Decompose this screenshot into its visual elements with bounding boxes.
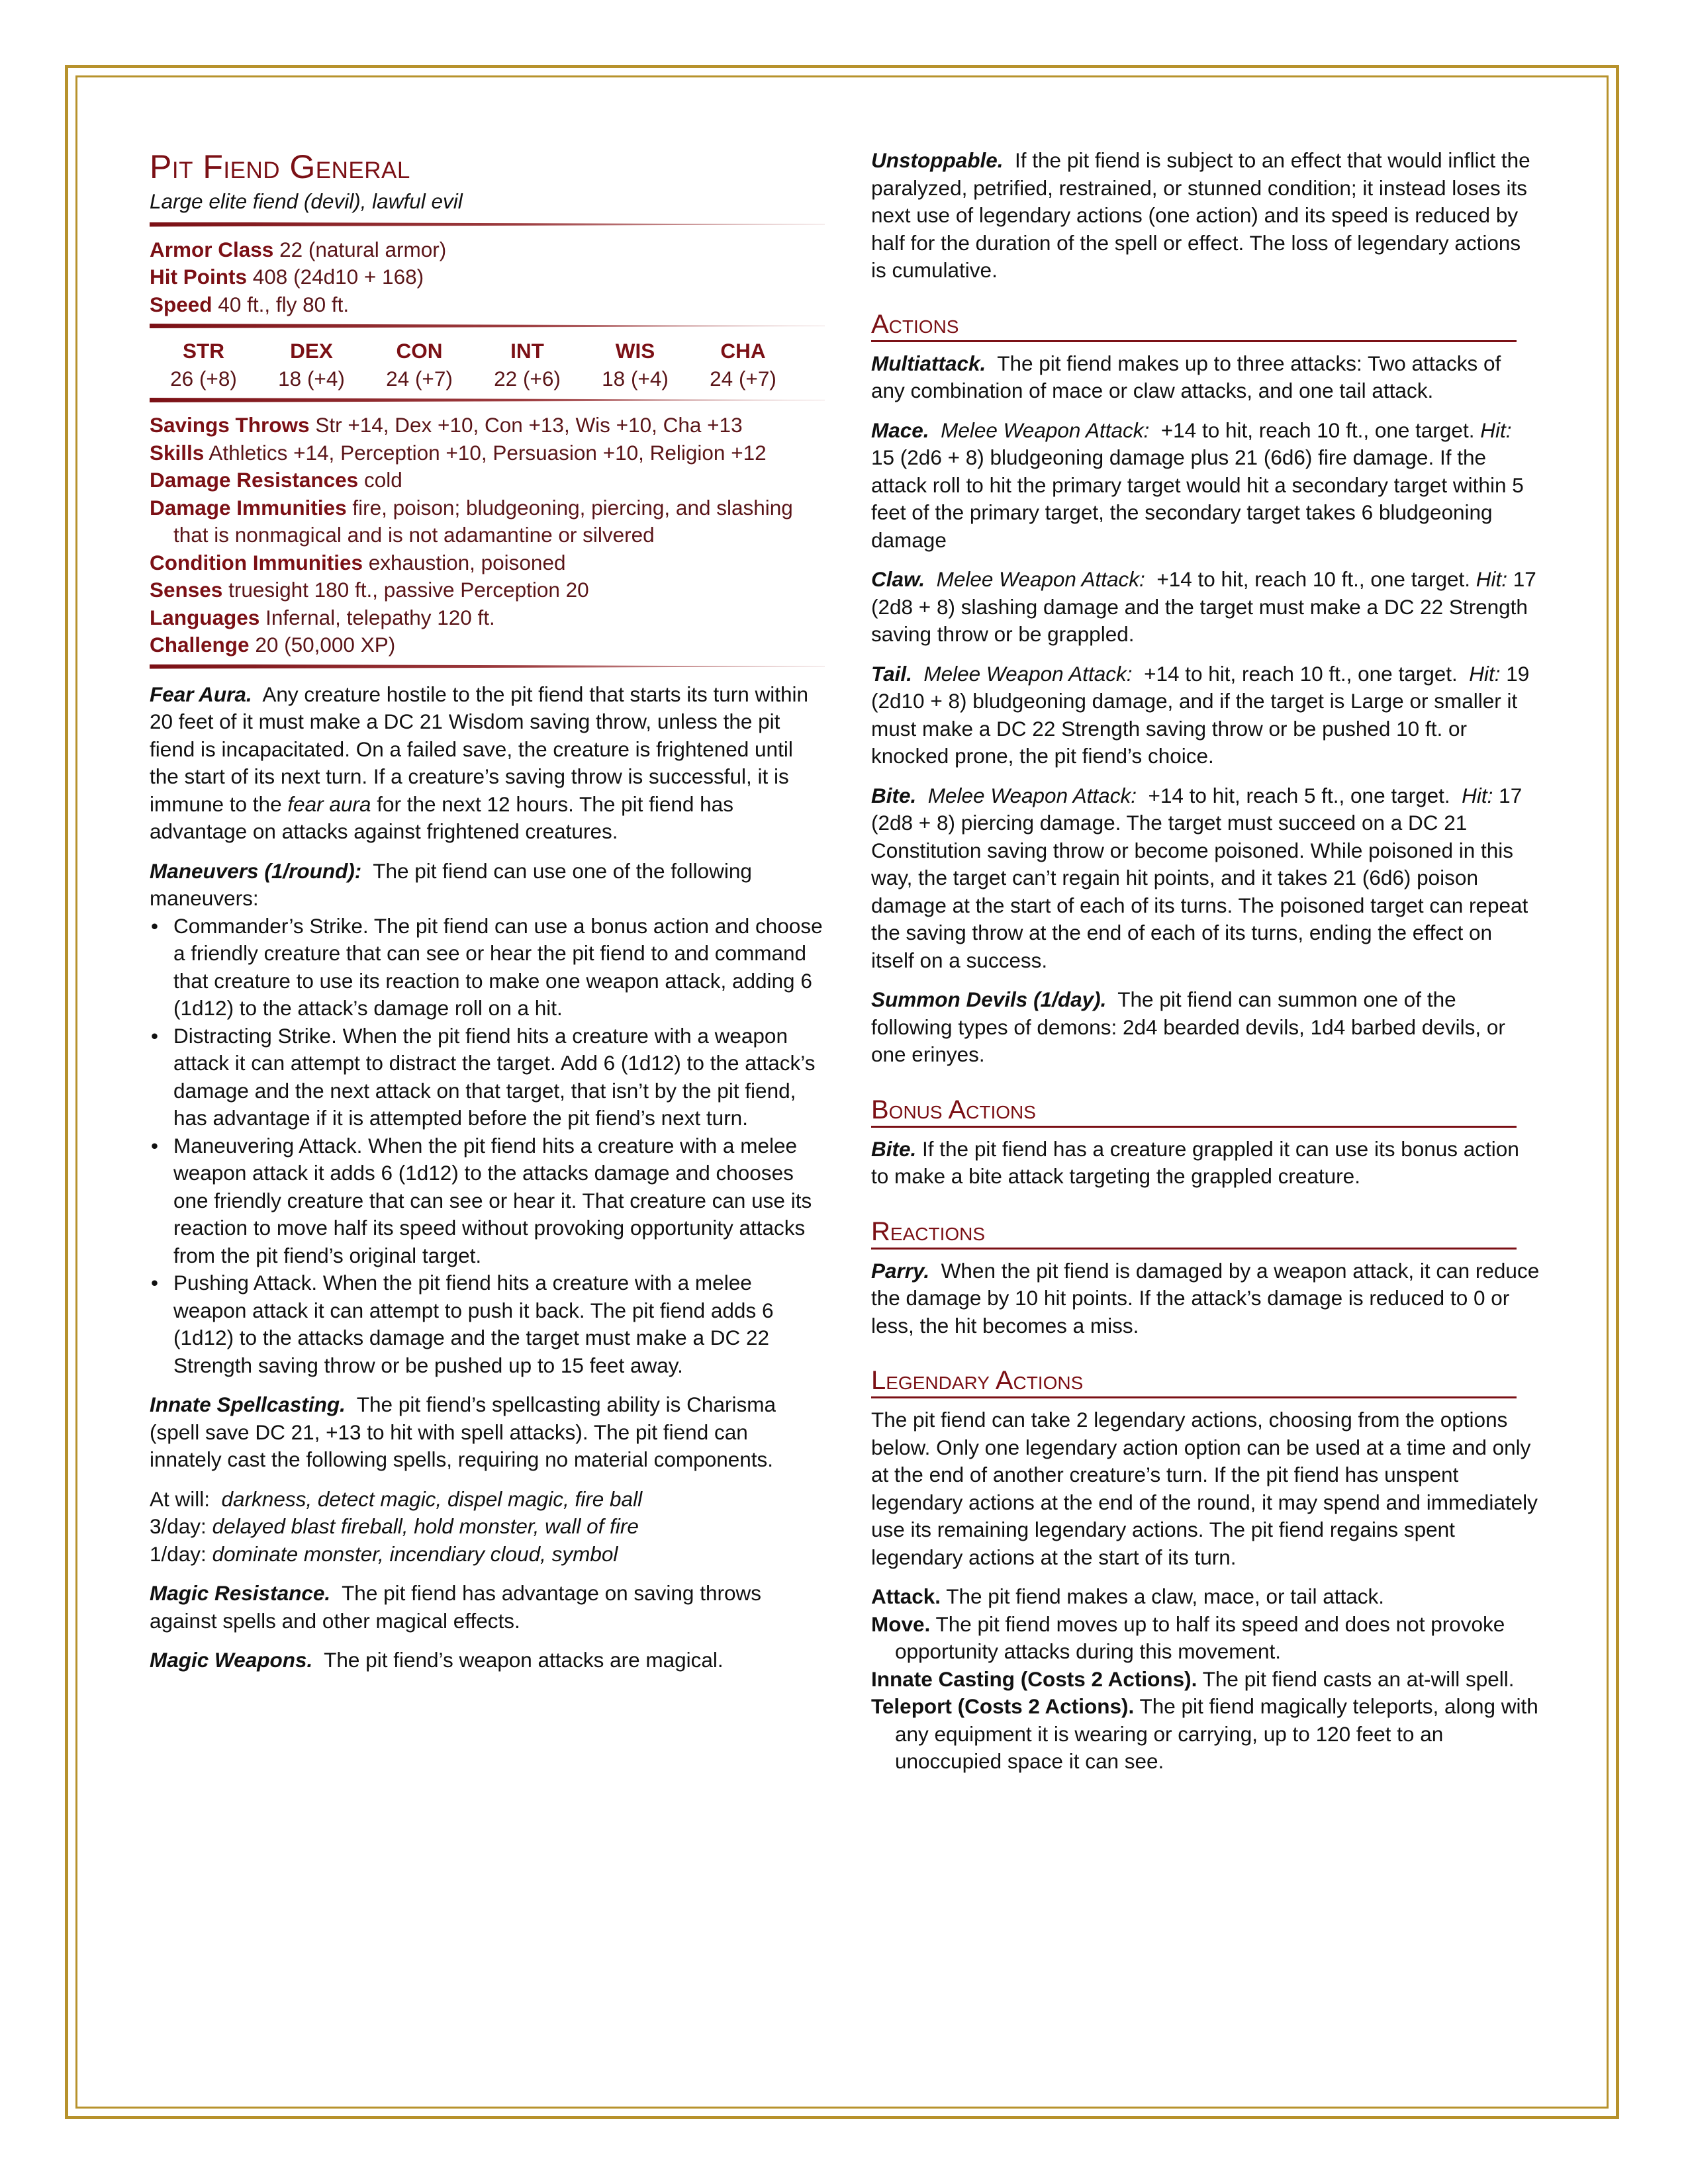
spell-line: 3/day: delayed blast fireball, hold monster, wall of fire [150,1514,639,1538]
ability-scores [150,338,825,392]
hit-points: Hit Points 408 (24d10 + 168) [150,265,424,289]
trait-maneuvers: Maneuvers (1/round): The pit fiend can use one of the following maneuvers: [150,858,752,910]
bonus-action-bite: Bite. If the pit fiend has a creature grappled it can use its bonus action to make a bite attack targeting the grappled creature. [871,1136,1519,1188]
monster-subtitle: Large elite fiend (devil), lawful evil [150,189,463,213]
list-item: • Pushing Attack. When the pit fiend hits a creature with a melee weapon attack it can attempt to push it back. The pit fiend adds 6 (1d12) to the attacks damage and the target must make a DC 22 Strength saving throw or be pushed up to 15 feet away. [150,1269,825,1379]
senses: Senses truesight 180 ft., passive Perception 20 [150,578,589,602]
divider [150,222,825,227]
speed: Speed 40 ft., fly 80 ft. [150,292,350,316]
ability-score: 26 (+8) [170,366,237,390]
maneuver-list [150,913,825,1380]
trait-innate-spellcasting: Innate Spellcasting. The pit fiend’s spellcasting ability is Charisma (spell save DC 21, +13 to hit with spell attacks). The pit fiend can innately cast the following spells, requiring no material components. [150,1392,776,1471]
ability-score: 18 (+4) [278,366,345,390]
action-tail: Tail. Melee Weapon Attack: +14 to hit, reach 10 ft., one target. Hit: 19 (2d10 + 8) bludgeoning damage, and if the target is Large or smaller it must make a DC 22 Strength saving throw or be pushed 10 ft. or knocked prone, the pit fiend’s choice. [871,661,1530,768]
monster-title: Pit Fiend General [150,148,410,185]
ability-score: 22 (+6) [494,366,561,390]
action-summon-devils: Summon Devils (1/day). The pit fiend can summon one of the following types of demons: 2d4 bearded devils, 1d4 barbed devils, or one erinyes. [871,987,1505,1066]
challenge: Challenge 20 (50,000 XP) [150,633,396,657]
armor-class: Armor Class 22 (natural armor) [150,237,447,261]
reaction-parry: Parry. When the pit fiend is damaged by a weapon attack, it can reduce the damage by 10 hit points. If the attack’s damage is reduced to 0 or less, the hit becomes a miss. [871,1258,1540,1338]
ability-score: 24 (+7) [710,366,776,390]
legendary-item: Move. The pit fiend moves up to half its speed and does not provoke opportunity attacks during this movement. [871,1612,1505,1663]
divider [150,398,825,402]
detail-stats [150,412,825,659]
legendary-actions-heading: Legendary Actions [871,1365,1517,1398]
condition-immunities: Condition Immunities exhaustion, poisoned [150,550,566,574]
ability-score: 24 (+7) [386,366,453,390]
actions-heading: Actions [871,308,1517,342]
left-column [150,147,825,1674]
list-item: • Distracting Strike. When the pit fiend hits a creature with a weapon attack it can attempt to distract the target. Add 6 (1d12) to the attack’s damage and the next attack on that target, that isn’t by the pit fiend, has advantage if it is attempted before the pit fiend’s next turn. [150,1023,825,1132]
divider [150,324,825,328]
action-bite: Bite. Melee Weapon Attack: +14 to hit, reach 5 ft., one target. Hit: 17 (2d8 + 8) piercing damage. The target must succeed on a DC 21 Constitution saving throw or become poisoned. While poisoned in this way, the target can’t regain hit points, and it takes 21 (6d6) poison damage at the start of each of its turns. The poisoned target can repeat the saving throw at the end of each of its turns, ending the effect on itself on a success. [871,783,1528,972]
action-claw: Claw. Melee Weapon Attack: +14 to hit, reach 10 ft., one target. Hit: 17 (2d8 + 8) slashing damage and the target must make a DC 22 Strength saving throw or be grappled. [871,567,1536,646]
spell-line: 1/day: dominate monster, incendiary cloud, symbol [150,1541,618,1566]
saving-throws: Savings Throws Str +14, Dex +10, Con +13, Wis +10, Cha +13 [150,413,743,437]
reactions-heading: Reactions [871,1216,1517,1250]
trait-magic-weapons: Magic Weapons. The pit fiend’s weapon attacks are magical. [150,1648,724,1672]
trait-unstoppable: Unstoppable. If the pit fiend is subject to an effect that would inflict the paralyzed, petrified, restrained, or stunned condition; it instead loses its next use of legendary actions (one action) and its speed is reduced by half for the duration of the spell or effect. The loss of legendary actions is cumulative. [871,148,1530,282]
legendary-list [871,1583,1540,1776]
list-item: • Commander’s Strike. The pit fiend can use a bonus action and choose a friendly creature that can see or hear the pit fiend to and command that creature to use its reaction to make one weapon attack, adding 6 (1d12) to the attack’s damage roll on a hit. [150,913,825,1023]
ability-name: CON [396,339,443,363]
ability-name: CHA [720,339,766,363]
skills: Skills Athletics +14, Perception +10, Persuasion +10, Religion +12 [150,440,767,465]
damage-immunities: Damage Immunities fire, poison; bludgeoning, piercing, and slashing that is nonmagical and is not adamantine or silvered [150,495,793,547]
action-mace: Mace. Melee Weapon Attack: +14 to hit, reach 10 ft., one target. Hit: 15 (2d6 + 8) bludgeoning damage plus 21 (6d6) fire damage. If the attack roll to hit the primary target would hit a secondary target within 5 feet of the primary target, the secondary target takes 6 bludgeoning damage [871,418,1524,552]
ability-name: DEX [290,339,333,363]
trait-fear-aura: Fear Aura. Any creature hostile to the pit fiend that starts its turn within 20 feet of it must make a DC 21 Wisdom saving throw, unless the pit fiend is incapacitated. On a failed save, the creature is frightened until the start of its next turn. If a creature’s saving throw is successful, it is immune to the fear aura for the next 12 hours. The pit fiend has advantage on attacks against frightened creatures. [150,682,809,843]
legendary-intro: The pit fiend can take 2 legendary actions, choosing from the options below. Only one legendary action option can be used at a time and only at the end of another creature’s turn. If the pit fiend has unspent legendary actions at the end of the round, it may spend and immediately use its remaining legendary actions. The pit fiend regains spent legendary actions at the start of its turn. [871,1408,1538,1569]
damage-resistances: Damage Resistances cold [150,468,402,492]
legendary-item: Attack. The pit fiend makes a claw, mace, or tail attack. [871,1584,1385,1608]
ability-name: WIS [615,339,655,363]
action-multiattack: Multiattack. The pit fiend makes up to three attacks: Two attacks of any combination of mace or claw attacks, and one tail attack. [871,351,1501,402]
legendary-item: Innate Casting (Costs 2 Actions). The pit fiend casts an at-will spell. [871,1666,1515,1691]
list-item: • Maneuvering Attack. When the pit fiend hits a creature with a melee weapon attack it adds 6 (1d12) to the attacks damage and chooses one friendly creature that can see or hear it. That creature can use its reaction to move half its speed without provoking opportunity attacks from the pit fiend’s original target. [150,1132,825,1270]
legendary-item: Teleport (Costs 2 Actions). The pit fiend magically teleports, along with any equipment it is wearing or carrying, up to 120 feet to an unoccupied space it can see. [871,1694,1538,1773]
languages: Languages Infernal, telepathy 120 ft. [150,605,495,629]
spell-list [150,1486,825,1569]
ability-name: STR [183,339,224,363]
basic-stats [150,236,825,319]
right-column [871,147,1540,1776]
spell-line: At will: darkness, detect magic, dispel magic, fire ball [150,1486,643,1511]
ability-name: INT [510,339,544,363]
ability-score: 18 (+4) [602,366,669,390]
trait-magic-resistance: Magic Resistance. The pit fiend has advantage on saving throws against spells and other magical effects. [150,1581,761,1633]
bonus-actions-heading: Bonus Actions [871,1094,1517,1128]
divider [150,664,825,669]
